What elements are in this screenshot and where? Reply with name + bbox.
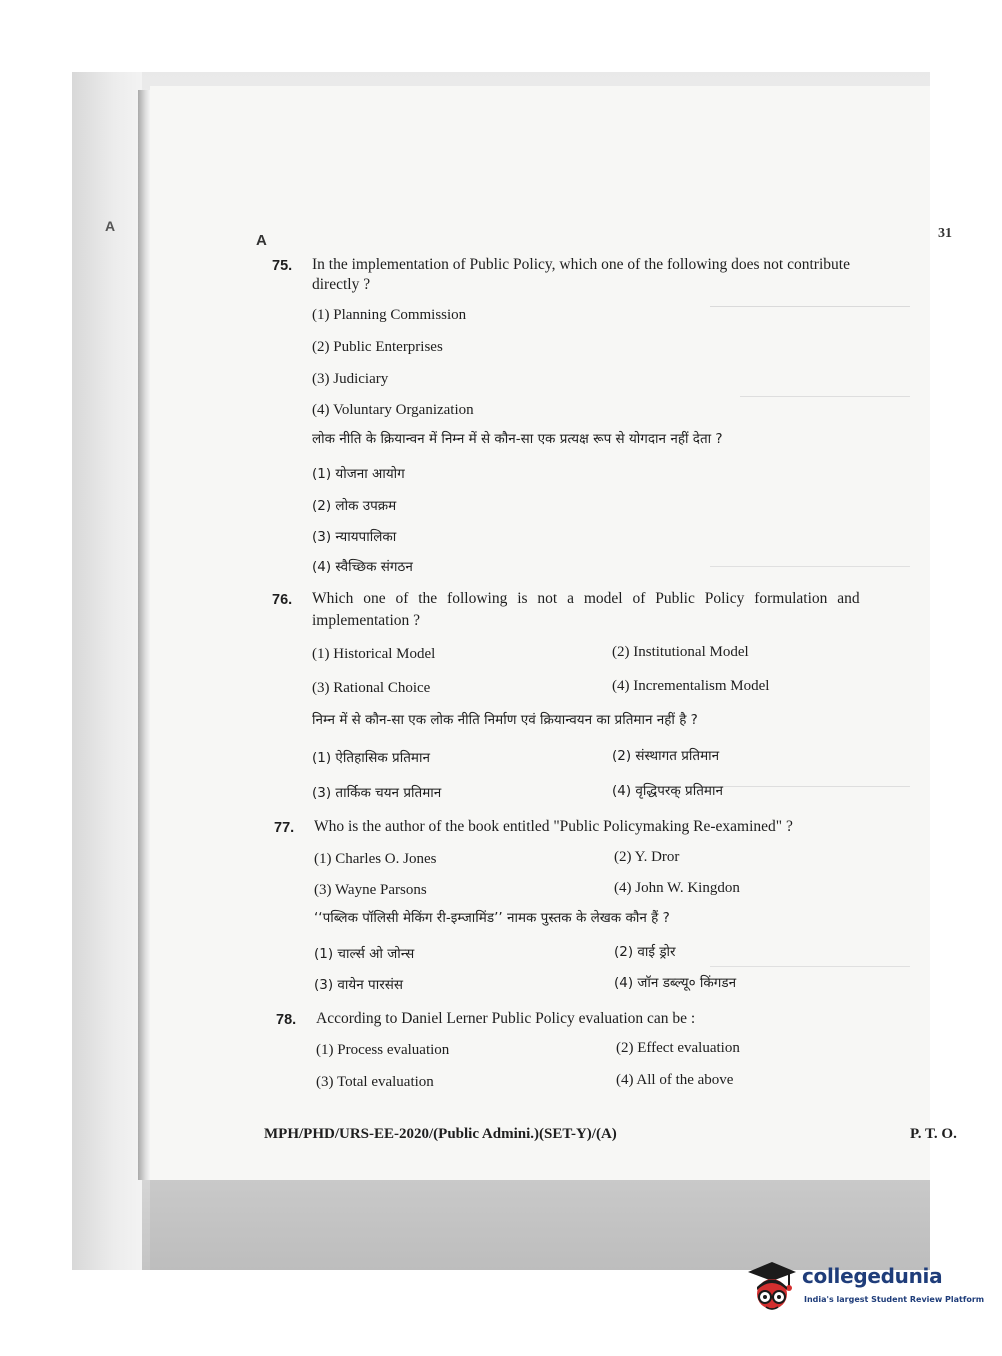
option-hindi: (1) योजना आयोग xyxy=(312,466,405,482)
question-text-line: In the implementation of Public Policy, which one of the following does not contribute xyxy=(312,256,850,273)
option: (1) Historical Model xyxy=(312,646,436,662)
option: (4) Voluntary Organization xyxy=(312,402,474,418)
brand-tagline: India's largest Student Review Platform xyxy=(804,1295,985,1304)
question-text-line: implementation ? xyxy=(312,612,421,629)
page-fold xyxy=(138,90,150,1180)
option: (3) Total evaluation xyxy=(316,1074,434,1090)
question-number: 75. xyxy=(272,258,293,274)
option-hindi: (4) वृद्धिपरक् प्रतिमान xyxy=(612,783,723,799)
option-hindi: (3) वायेन पारसंस xyxy=(314,977,403,993)
option: (3) Judiciary xyxy=(312,371,389,387)
exam-code-footer: MPH/PHD/URS-EE-2020/(Public Admini.)(SET-Y)/(A) xyxy=(264,1126,617,1142)
scanned-page xyxy=(72,72,957,1270)
question-text-hindi: ‘‘पब्लिक पॉलिसी मेकिंग री-इम्जामिंड’’ नामक पुस्तक के लेखक कौन हैं ? xyxy=(314,910,670,926)
question-number: 76. xyxy=(272,592,293,608)
graduate-mascot-icon xyxy=(742,1254,800,1318)
option-hindi: (1) ऐतिहासिक प्रतिमान xyxy=(312,750,430,766)
option: (1) Planning Commission xyxy=(312,307,467,323)
option: (4) All of the above xyxy=(616,1072,734,1088)
option: (4) Incrementalism Model xyxy=(612,678,770,694)
option-hindi: (2) संस्थागत प्रतिमान xyxy=(612,748,720,764)
option: (3) Wayne Parsons xyxy=(314,882,427,898)
option: (2) Institutional Model xyxy=(612,644,749,660)
question-text-hindi: निम्न में से कौन-सा एक लोक नीति निर्माण एवं क्रियान्वयन का प्रतिमान नहीं है ? xyxy=(312,712,698,728)
option-hindi: (2) वाई ड्रोर xyxy=(614,944,676,960)
option: (2) Effect evaluation xyxy=(616,1040,740,1056)
option-hindi: (3) न्यायपालिका xyxy=(312,529,397,545)
option: (1) Charles O. Jones xyxy=(314,851,437,867)
question-text-hindi: लोक नीति के क्रियान्वन में निम्न में से कौन-सा एक प्रत्यक्ष रूप से योगदान नहीं देता ? xyxy=(312,431,723,447)
option: (4) John W. Kingdon xyxy=(614,880,740,896)
question-text-line: According to Daniel Lerner Public Policy evaluation can be : xyxy=(316,1010,696,1027)
brand-name: collegedunia xyxy=(802,1264,943,1288)
set-letter: A xyxy=(256,232,267,249)
exam-page xyxy=(150,86,957,1180)
previous-page-strip xyxy=(72,72,142,1270)
page-number: 31 xyxy=(938,226,952,241)
option-hindi: (3) तार्किक चयन प्रतिमान xyxy=(312,785,442,801)
option: (3) Rational Choice xyxy=(312,680,431,696)
option: (2) Y. Dror xyxy=(614,849,680,865)
pto-footer: P. T. O. xyxy=(910,1126,957,1142)
question-text-line: Who is the author of the book entitled "Public Policymaking Re-examined" ? xyxy=(314,818,793,835)
strip-set-letter: A xyxy=(105,218,116,234)
question-text-line: directly ? xyxy=(312,276,371,293)
question-text-line: Which one of the following is not a model of Public Policy formulation and xyxy=(312,590,860,607)
question-number: 78. xyxy=(276,1012,297,1028)
option-hindi: (4) स्वैच्छिक संगठन xyxy=(312,559,413,575)
collegedunia-watermark xyxy=(742,1254,985,1318)
option-hindi: (1) चार्ल्स ओ जोन्स xyxy=(314,946,415,962)
option: (1) Process evaluation xyxy=(316,1042,450,1058)
option-hindi: (2) लोक उपक्रम xyxy=(312,498,397,514)
option: (2) Public Enterprises xyxy=(312,339,443,355)
option-hindi: (4) जॉन डब्ल्यू० किंगडन xyxy=(614,975,737,991)
question-number: 77. xyxy=(274,820,295,836)
